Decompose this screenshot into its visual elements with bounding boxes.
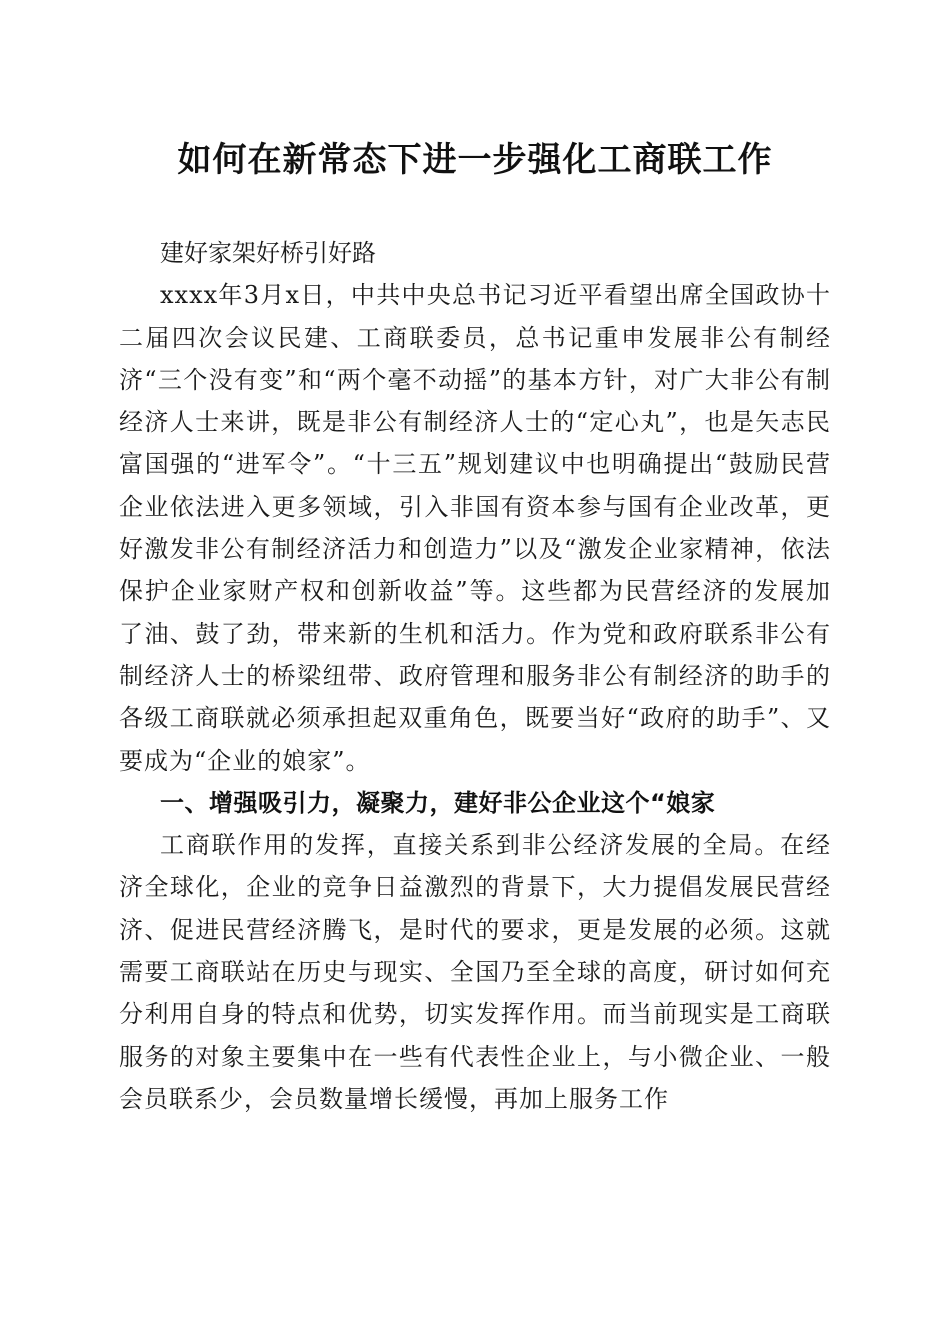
document-body xyxy=(119,232,831,1120)
document-title: 如何在新常态下进一步强化工商联工作 xyxy=(177,140,773,180)
section-paragraph: 工商联作用的发挥，直接关系到非公经济发展的全局。在经济全球化，企业的竞争日益激烈的背景下，大力提倡发展民营经济、促进民营经济腾飞，是时代的要求，更是发展的必须。这就需要工商联站在历史与现实、全国乃至全球的高度，研讨如何充分利用自身的特点和优势，切实发挥作用。而当前现实是工商联服务的对象主要集中在一些有代表性企业上，与小微企业、一般会员联系少，会员数量增长缓慢，再加上服务工作 xyxy=(119,831,831,1113)
section-heading: 一、增强吸引力，凝聚力，建好非公企业这个“娘家 xyxy=(160,788,716,817)
document-subtitle: 建好家架好桥引好路 xyxy=(160,239,376,267)
intro-paragraph: xxxx年3月x日，中共中央总书记习近平看望出席全国政协十二届四次会议民建、工商联委员，总书记重申发展非公有制经济“三个没有变”和“两个毫不动摇”的基本方针，对广大非公有制经济人士来讲，既是非公有制经济人士的“定心丸”，也是矢志民富国强的“进军令”。“十三五”规划建议中也明确提出“鼓励民营企业依法进入更多领域，引入非国有资本参与国有企业改革，更好激发非公有制经济活力和创造力”以及“激发企业家精神，依法保护企业家财产权和创新收益”等。这些都为民营经济的发展加了油、鼓了劲，带来新的生机和活力。作为党和政府联系非公有制经济人士的桥梁纽带、政府管理和服务非公有制经济的助手的各级工商联就必须承担起双重角色，既要当好“政府的助手”、又要成为“企业的娘家”。 xyxy=(119,281,831,775)
